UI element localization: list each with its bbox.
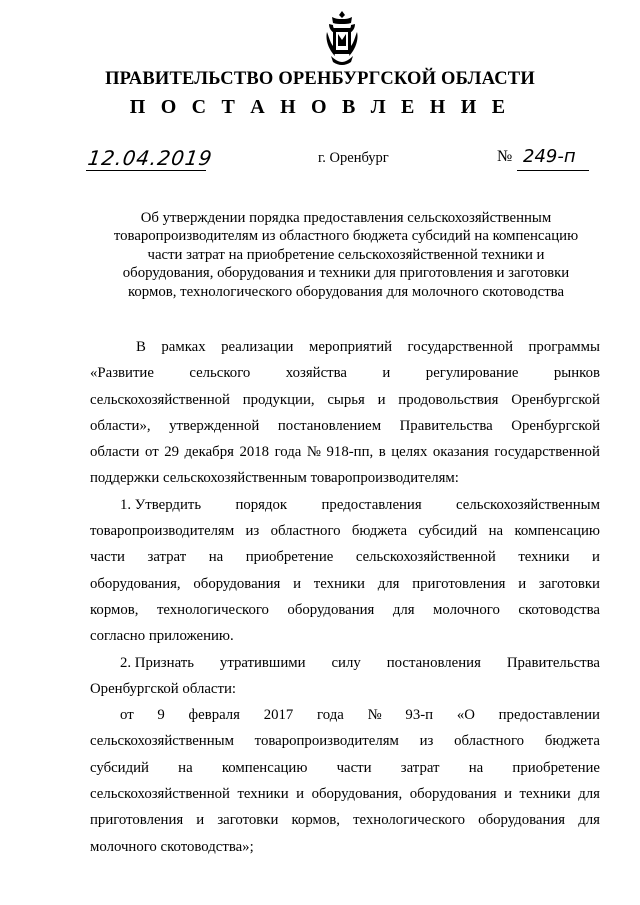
word: оборудования — [409, 786, 497, 803]
word: 29 — [164, 444, 179, 461]
text-line — [90, 360, 600, 386]
text-line — [90, 650, 600, 676]
word: техники — [518, 549, 570, 566]
word: части — [336, 759, 372, 776]
word: и — [518, 575, 527, 592]
document-number-label: № — [497, 148, 513, 165]
word: Правительства — [506, 654, 600, 671]
word: 2. Признать — [120, 654, 194, 671]
text-line — [90, 334, 600, 360]
word: реализации — [221, 339, 294, 355]
word: и — [196, 812, 205, 829]
document-type-title: П О С Т А Н О В Л Е Н И Е — [129, 96, 511, 118]
word: сельского — [189, 365, 251, 382]
word: части — [90, 549, 125, 566]
word: предоставлении — [498, 707, 600, 724]
subject-line: кормов, технологического оборудования для молочного скотоводства — [127, 283, 565, 300]
word: сельскохозяйственным — [456, 496, 600, 513]
subject-line: части затрат на приобретение сельскохозяйственной техники и — [147, 246, 545, 263]
subject-line: товаропроизводителям из областного бюджета субсидий на компенсацию — [113, 228, 579, 245]
word: приобретение — [512, 759, 600, 776]
text-line — [90, 571, 600, 597]
word: 918-пп, — [326, 444, 374, 461]
word: оказания — [432, 444, 489, 461]
text-line — [90, 755, 600, 781]
word: областного — [270, 523, 341, 540]
word: утвержденной — [169, 417, 260, 434]
word: из — [245, 523, 260, 540]
text-line — [90, 387, 600, 413]
word: сырья — [327, 391, 365, 408]
word: субсидий — [90, 759, 149, 776]
document-subject — [108, 209, 584, 301]
word: оборудования — [287, 601, 375, 618]
word: мероприятий — [308, 339, 393, 355]
word: рамках — [161, 339, 206, 355]
text-line — [90, 518, 600, 544]
date-underline — [86, 170, 206, 171]
word: затрат — [400, 759, 440, 776]
word: «О — [456, 707, 475, 724]
word: и — [293, 575, 302, 592]
word: для — [578, 786, 600, 803]
oblast-coat-of-arms-icon — [323, 10, 361, 66]
text-line — [90, 492, 600, 518]
text-line — [90, 781, 600, 807]
word: сельскохозяйственной — [90, 391, 230, 408]
word: Оренбургской — [511, 417, 600, 434]
text-line — [90, 834, 600, 860]
word: 2018 — [239, 444, 270, 461]
word: и — [592, 549, 600, 566]
word: февраля — [188, 707, 240, 724]
word: и — [382, 365, 391, 382]
document-meta-row — [0, 146, 640, 172]
word: приготовления — [90, 812, 184, 829]
word: и — [377, 391, 386, 408]
word: компенсацию — [514, 523, 600, 540]
word: технологического — [156, 601, 269, 618]
text-line — [90, 702, 600, 728]
word: № — [306, 444, 321, 461]
word: 2017 — [263, 707, 294, 724]
word: Правительства — [399, 417, 493, 434]
word: для — [392, 601, 415, 618]
word: из — [419, 733, 434, 750]
paragraph — [90, 334, 600, 492]
text-line — [90, 807, 600, 833]
text-line — [90, 728, 600, 754]
word: товаропроизводителям — [90, 523, 235, 540]
word: В — [136, 339, 146, 355]
word: декабря — [184, 444, 234, 461]
number-underline — [517, 170, 589, 171]
word: молочного — [433, 601, 500, 618]
word: молочного скотоводства»; — [90, 838, 254, 855]
word: для — [578, 812, 600, 829]
document-number: 249-п — [523, 146, 576, 167]
word: бюджета — [544, 733, 600, 750]
word: 93-п — [405, 707, 434, 724]
word: кормов, — [291, 812, 340, 829]
word: техники — [519, 786, 571, 803]
word: продовольствия — [398, 391, 499, 408]
word: оборудования — [478, 812, 566, 829]
word: технологического — [353, 812, 466, 829]
word: «Развитие — [90, 365, 154, 382]
word: предоставления — [321, 496, 422, 513]
text-line — [90, 676, 600, 702]
word: компенсацию — [221, 759, 308, 776]
document-city: г. Оренбург — [318, 150, 389, 166]
word: техники — [313, 575, 365, 592]
word: целях — [391, 444, 428, 461]
paragraph — [90, 492, 600, 650]
word: года — [317, 707, 344, 724]
word: области — [90, 444, 140, 461]
word: программы — [528, 339, 600, 355]
word: № — [367, 707, 382, 724]
word: для — [377, 575, 400, 592]
word: приобретение — [245, 549, 334, 566]
text-line — [90, 465, 600, 491]
word: продукции, — [242, 391, 315, 408]
word: области», — [90, 417, 151, 434]
word: оборудования — [193, 575, 281, 592]
paragraph — [90, 702, 600, 860]
paragraph — [90, 650, 600, 703]
word: скотоводства — [518, 601, 600, 618]
word: бюджета — [351, 523, 408, 540]
word: и — [504, 786, 513, 803]
word: в — [378, 444, 386, 461]
text-line — [90, 597, 600, 623]
word: приготовления — [412, 575, 506, 592]
word: на — [208, 549, 224, 566]
word: областного — [454, 733, 525, 750]
word: техники — [237, 786, 289, 803]
word: оборудования, — [90, 575, 181, 592]
word: силу — [331, 654, 361, 671]
word: сельскохозяйственным — [90, 733, 234, 750]
word: заготовки — [538, 575, 600, 592]
subject-line: оборудования, оборудования и техники для приготовления и заготовки — [122, 265, 570, 282]
word: согласно приложению. — [90, 628, 234, 645]
word: товаропроизводителям — [254, 733, 399, 750]
word: рынков — [553, 365, 600, 382]
text-line — [90, 413, 600, 439]
word: утратившими — [219, 654, 306, 671]
organization-title: ПРАВИТЕЛЬСТВО ОРЕНБУРГСКОЙ ОБЛАСТИ — [105, 69, 535, 89]
document-date: 12.04.2019 — [86, 146, 215, 170]
word: 9 — [157, 707, 165, 724]
word: хозяйства — [285, 365, 347, 382]
word: сельскохозяйственной — [90, 786, 230, 803]
text-line — [90, 623, 600, 649]
word: от — [145, 444, 159, 461]
word: поддержки сельскохозяйственным товаропроизводителям: — [90, 470, 459, 487]
word: на — [178, 759, 193, 776]
word: и — [296, 786, 305, 803]
word: регулирование — [425, 365, 519, 382]
word: от — [120, 707, 134, 724]
word: заготовки — [217, 812, 279, 829]
word: 1. Утвердить — [120, 496, 202, 513]
word: государственной — [494, 444, 600, 461]
word: Оренбургской — [511, 391, 600, 408]
word: постановлением — [277, 417, 382, 434]
word: субсидий — [418, 523, 478, 540]
word: года — [274, 444, 302, 461]
word: постановления — [386, 654, 481, 671]
word: сельскохозяйственной — [355, 549, 496, 566]
text-line — [90, 439, 600, 465]
word: на — [488, 523, 504, 540]
word: на — [468, 759, 484, 776]
word: Оренбургской области: — [90, 680, 236, 697]
document-body — [90, 334, 600, 860]
text-line — [90, 544, 600, 570]
word: государственной — [407, 339, 514, 355]
word: оборудования, — [311, 786, 403, 803]
word: кормов, — [90, 601, 139, 618]
word: порядок — [235, 496, 288, 513]
word: затрат — [147, 549, 187, 566]
subject-line: Об утверждении порядка предоставления сельскохозяйственным — [140, 210, 552, 226]
